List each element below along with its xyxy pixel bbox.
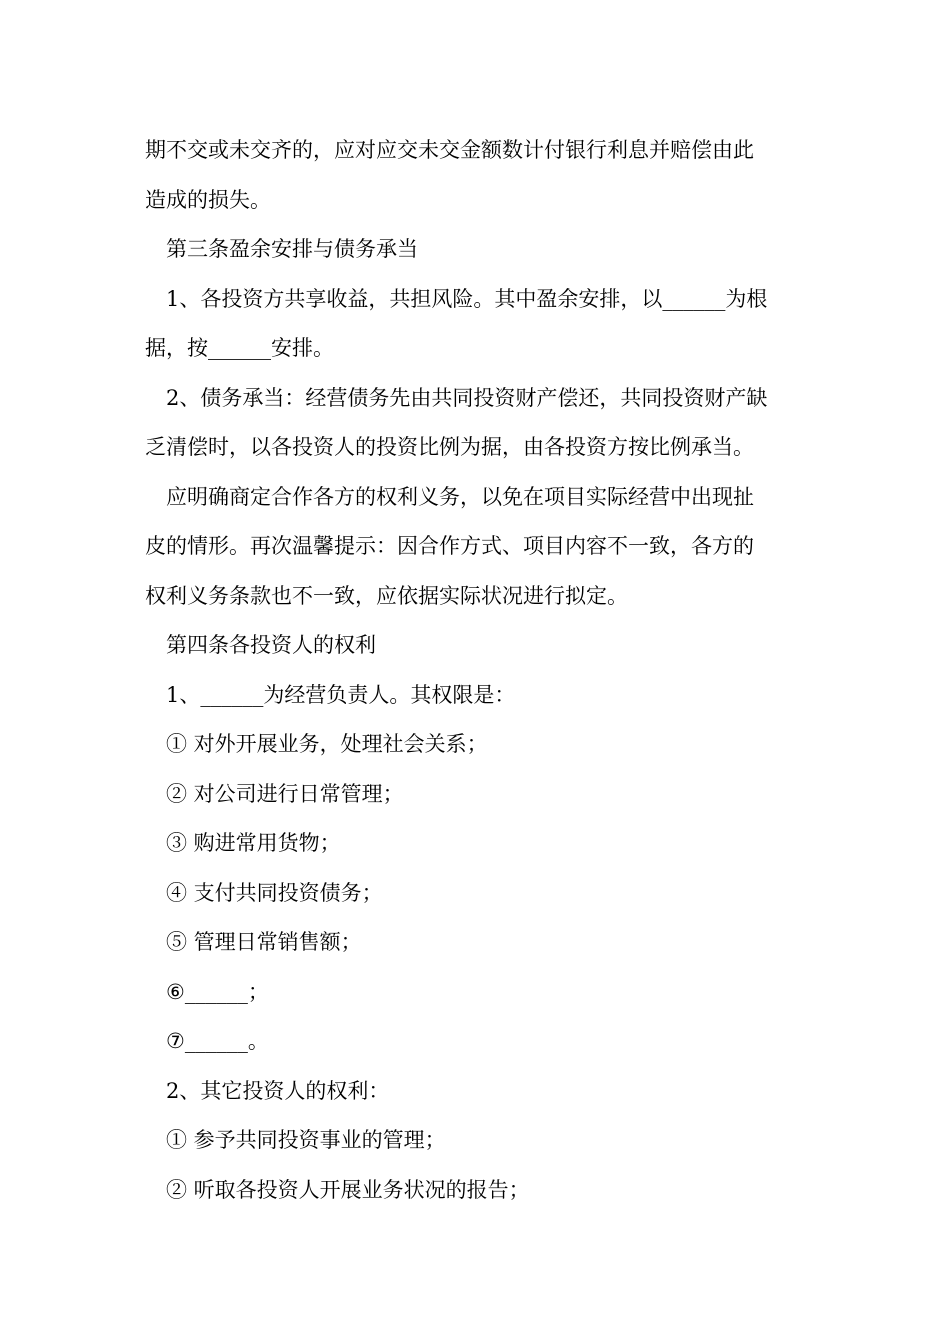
text-line: 据，按______安排。	[145, 336, 334, 360]
text-line: 应明确商定合作各方的权利义务，以免在项目实际经营中出现扯	[166, 484, 754, 509]
list-item: ⑤ 管理日常销售额；	[166, 930, 362, 954]
section-heading: 第四条各投资人的权利	[166, 633, 376, 657]
list-item: ① 对外开展业务，处理社会关系；	[166, 732, 488, 756]
list-item: ① 参予共同投资事业的管理；	[166, 1128, 446, 1152]
text-line: 造成的损失。	[145, 187, 271, 212]
list-item: ② 听取各投资人开展业务状况的报告；	[166, 1177, 530, 1202]
list-item: ② 对公司进行日常管理；	[166, 781, 404, 806]
text-line: 2、其它投资人的权利：	[166, 1078, 390, 1103]
list-item: ④ 支付共同投资债务；	[166, 880, 383, 905]
text-line: 1、______为经营负责人。其权限是：	[166, 682, 516, 707]
text-line: 2、债务承当：经营债务先由共同投资财产偿还，共同投资财产缺	[166, 385, 768, 410]
section-heading: 第三条盈余安排与债务承当	[166, 237, 418, 261]
text-line: 权利义务条款也不一致，应依据实际状况进行拟定。	[145, 583, 628, 608]
text-line: 皮的情形。再次温馨提示：因合作方式、项目内容不一致，各方的	[145, 534, 754, 558]
document-page	[145, 126, 807, 1215]
text-line: 1、各投资方共享收益，共担风险。其中盈余安排，以______为根	[166, 286, 768, 311]
text-line: 期不交或未交齐的，应对应交未交金额数计付银行利息并赔偿由此	[145, 138, 754, 162]
list-item: ⑥______；	[166, 979, 269, 1004]
list-item: ⑦______。	[166, 1029, 269, 1053]
list-item: ③ 购进常用货物；	[166, 831, 341, 855]
text-line: 乏清偿时，以各投资人的投资比例为据，由各投资方按比例承当。	[145, 435, 754, 459]
